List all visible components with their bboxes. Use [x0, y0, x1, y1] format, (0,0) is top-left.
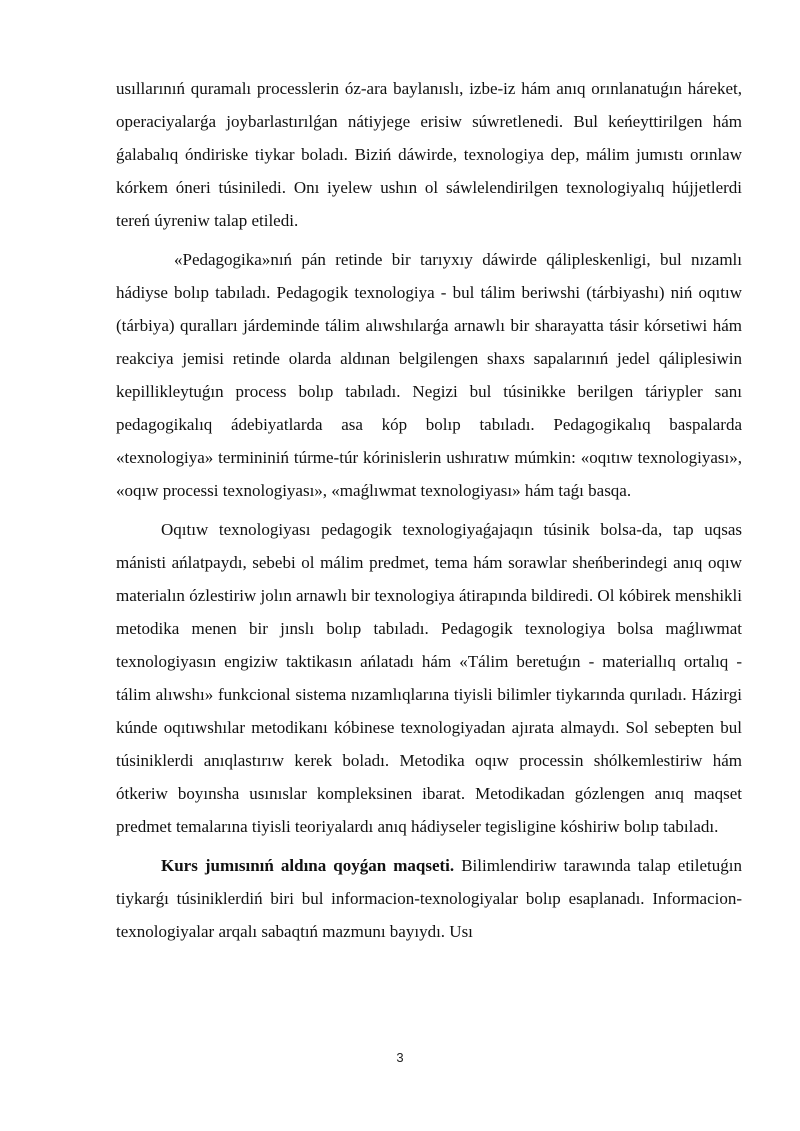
paragraph-course-goal [116, 849, 742, 948]
document-body [116, 72, 742, 948]
paragraph-technology-definition [116, 72, 742, 237]
paragraph-text: «Pedagogika»nıń pán retinde bir tarıyxıy dáwirde qálipleskenligi, bul nızamlı hádiyse bolıp tabıladı. Pedagogik texnologiya - bul tálim beriwshi (tárbiyashı) niń oqıtıw (tárbiya) quralları járdeminde tálim alıwshılarǵa arnawlı bir sharayatta tásir kórsetiwi hám reakciya jemisi retinde olarda aldınan belgilengen shaxs sapalarınıń jedel qáliplesiwin kepillikleytuǵın process bolıp tabıladı. Negizi bul túsinikke berilgen táriypler sanı pedagogikalıq ádebiyatlarda asa kóp bolıp tabıladı. Pedagogikalıq baspalarda «texnologiya» termininiń túrme-túr kórinislerin ushıratıw múmkin: «oqıtıw texnologiyası», «oqıw processi texnologiyası», «maǵlıwmat texnologiyası» hám taǵı basqa. [116, 250, 742, 500]
paragraph-text: Oqıtıw texnologiyası pedagogik texnologiyaǵajaqın túsinik bolsa-da, tap uqsas mánisti ańlatpaydı, sebebi ol málim predmet, tema hám sorawlar sheńberindegi anıq oqıw materialın ózlestiriw jolın arnawlı bir texnologiya átirapında bildiredi. Ol kóbirek menshikli metodika menen bir jınslı bolıp tabıladı. Pedagogik texnologiya bolsa maǵlıwmat texnologiyasın engiziw taktikasın ańlatadı hám «Tálim beretuǵın - materiallıq ortalıq - tálim alıwshı» funkcional sistema nızamlıqlarına tiyisli bilimler tiykarında qurıladı. Házirgi kúnde oqıtıwshılar metodikanı kóbinese texnologiyadan ajırata almaydı. Sol sebepten bul túsiniklerdi anıqlastırıw kerek boladı. Metodika oqıw processin shólkemlestiriw hám ótkeriw boyınsha usınıslar kompleksinen ibarat. Metodikadan gózlengen anıq maqset predmet temalarına tiyisli teoriyalardı anıq hádiyseler tegisligine kóshiriw bolıp tabıladı. [116, 520, 742, 836]
paragraph-pedagogy-technology [116, 243, 742, 507]
page-number: 3 [396, 1050, 404, 1065]
paragraph-text: Bilimlendiriw tarawında talap etiletuǵın tiykarǵı túsiniklerdiń biri bul informacion-texnologiyalar bolıp esaplanadı. Informacion-texnologiyalar arqalı sabaqtıń mazmunı bayıydı. Usı [116, 856, 742, 941]
paragraph-text: usıllarınıń quramalı processlerin óz-ara baylanıslı, izbe-iz hám anıq orınlanatuǵın háreket, operaciyalarǵa joybarlastırılǵan nátiyjege erisiw súwretlenedi. Bul keńeyttirilgen hám ǵalabalıq óndiriske tiykar boladı. Biziń dáwirde, texnologiya dep, málim jumıstı orınlaw kórkem óneri túsiniledi. Onı iyelew ushın ol sáwlelendirilgen texnologiyalıq hújjetlerdi tereń úyreniw talap etiledi. [116, 79, 742, 230]
section-heading: Kurs jumısınıń aldına qoyǵan maqseti. [161, 856, 455, 875]
paragraph-teaching-technology [116, 513, 742, 843]
